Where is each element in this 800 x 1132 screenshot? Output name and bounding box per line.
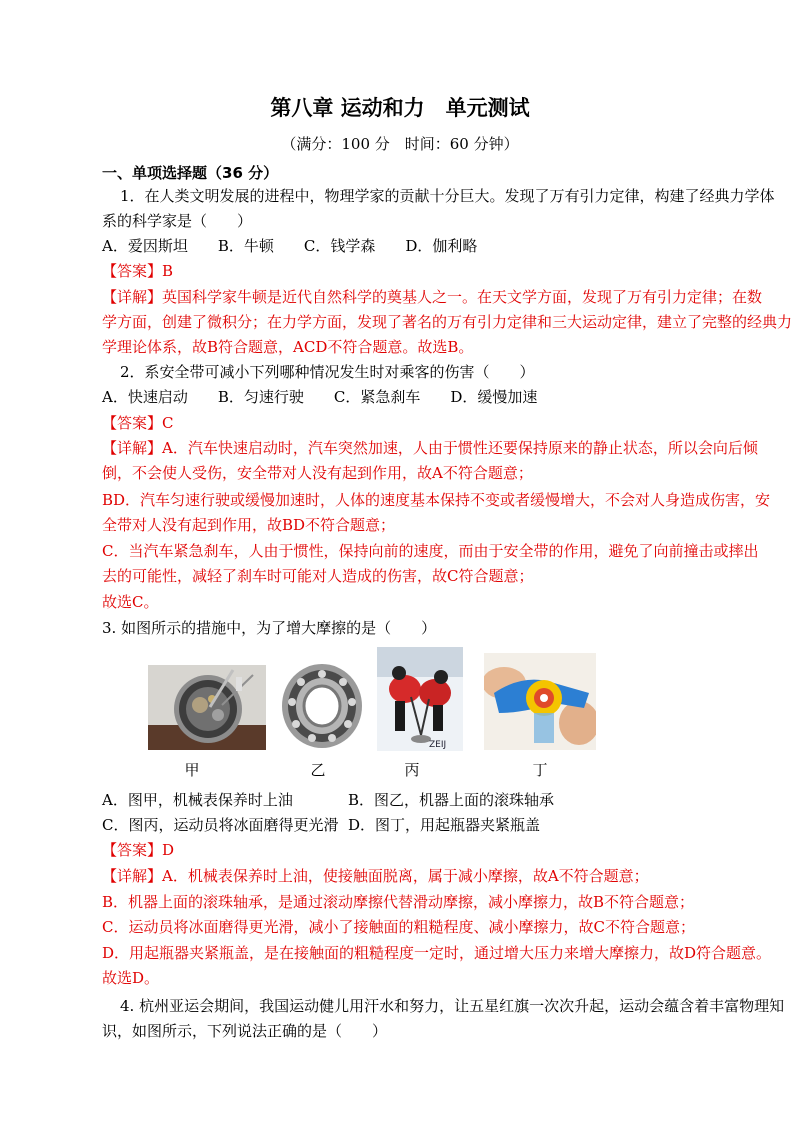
q3-detail-4: D．用起瓶器夹紧瓶盖，是在接触面的粗糙程度一定时，通过增大压力来增大摩擦力，故D符合题意。 — [102, 944, 772, 962]
caption-ding: 丁 — [532, 761, 548, 779]
q3-option-b: B．图乙，机器上面的滚珠轴承 — [348, 791, 555, 809]
caption-yi: 乙 — [310, 761, 326, 779]
q3-answer: 【答案】D — [102, 841, 175, 859]
q1-answer: 【答案】B — [102, 262, 174, 280]
q3-detail-1: 【详解】A．机械表保养时上油，使接触面脱离，属于减小摩擦，故A不符合题意； — [102, 867, 649, 885]
q1-detail-1: 【详解】英国科学家牛顿是近代自然科学的奠基人之一。在天文学方面，发现了万有引力定律；在数 — [102, 288, 763, 306]
q3-line1: 3. 如图所示的措施中，为了增大摩擦的是（ ） — [102, 619, 437, 637]
caption-bing: 丙 — [404, 761, 420, 779]
q2-detail-2: 倒，不会使人受伤，安全带对人没有起到作用，故A不符合题意； — [102, 464, 533, 482]
q2-detail-1: 【详解】A．汽车快速启动时，汽车突然加速，人由于惯性还要保持原来的静止状态，所以会向后倾 — [102, 439, 758, 457]
q3-option-d: D．图丁，用起瓶器夹紧瓶盖 — [348, 816, 541, 834]
q2-detail-4: 全带对人没有起到作用，故BD不符合题意； — [102, 516, 396, 534]
q4-line2: 识，如图所示，下列说法正确的是（ ） — [102, 1022, 388, 1040]
q2-options: A．快速启动 B．匀速行驶 C．紧急刹车 D．缓慢加速 — [102, 388, 538, 406]
q2-answer: 【答案】C — [102, 414, 174, 432]
q1-detail-3: 学理论体系，故B符合题意，ACD不符合题意。故选B。 — [102, 338, 474, 356]
q3-detail-3: C．运动员将冰面磨得更光滑，减小了接触面的粗糙程度、减小摩擦力，故C不符合题意； — [102, 918, 695, 936]
q2-detail-6: 去的可能性，减轻了刹车时可能对人造成的伤害，故C符合题意； — [102, 567, 534, 585]
q1-line1: 1．在人类文明发展的进程中，物理学家的贡献十分巨大。发现了万有引力定律，构建了经典力学体 — [120, 187, 775, 205]
curling-image — [377, 647, 463, 751]
caption-jia: 甲 — [184, 761, 200, 779]
q4-line1: 4. 杭州亚运会期间，我国运动健儿用汗水和努力，让五星红旗一次次升起，运动会蕴含着丰富物理知 — [120, 997, 785, 1015]
bottle-opener-image — [484, 653, 596, 750]
q2-line1: 2．系安全带可减小下列哪种情况发生时对乘客的伤害（ ） — [120, 363, 535, 381]
q3-option-a: A．图甲，机械表保养时上油 — [102, 791, 293, 809]
q3-detail-5: 故选D。 — [102, 969, 160, 987]
q3-option-c: C．图丙，运动员将冰面磨得更光滑 — [102, 816, 339, 834]
page-title: 第八章 运动和力 单元测试 — [270, 96, 530, 120]
q3-detail-2: B．机器上面的滚珠轴承，是通过滚动摩擦代替滑动摩擦，减小摩擦力，故B不符合题意； — [102, 893, 695, 911]
q2-detail-5: C．当汽车紧急刹车，人由于惯性，保持向前的速度，而由于安全带的作用，避免了向前撞击或摔出 — [102, 542, 759, 560]
svg-text:ZEIJ: ZEIJ — [429, 740, 447, 750]
watch-oiling-image — [148, 665, 266, 750]
q1-options: A．爱因斯坦 B．牛顿 C．钱学森 D．伽利略 — [102, 237, 478, 255]
ball-bearing-image — [280, 662, 365, 750]
q1-line2: 系的科学家是（ ） — [102, 212, 253, 230]
q2-detail-3: BD．汽车匀速行驶或缓慢加速时，人体的速度基本保持不变或者缓慢增大，不会对人身造成伤害，安 — [102, 491, 771, 509]
page-subtitle: （满分：100 分 时间：60 分钟） — [281, 135, 519, 153]
q2-detail-7: 故选C。 — [102, 593, 159, 611]
q1-detail-2: 学方面，创建了微积分；在力学方面，发现了著名的万有引力定律和三大运动定律，建立了完整的经典力 — [102, 313, 793, 331]
section-heading: 一、单项选择题（36 分） — [102, 164, 279, 182]
